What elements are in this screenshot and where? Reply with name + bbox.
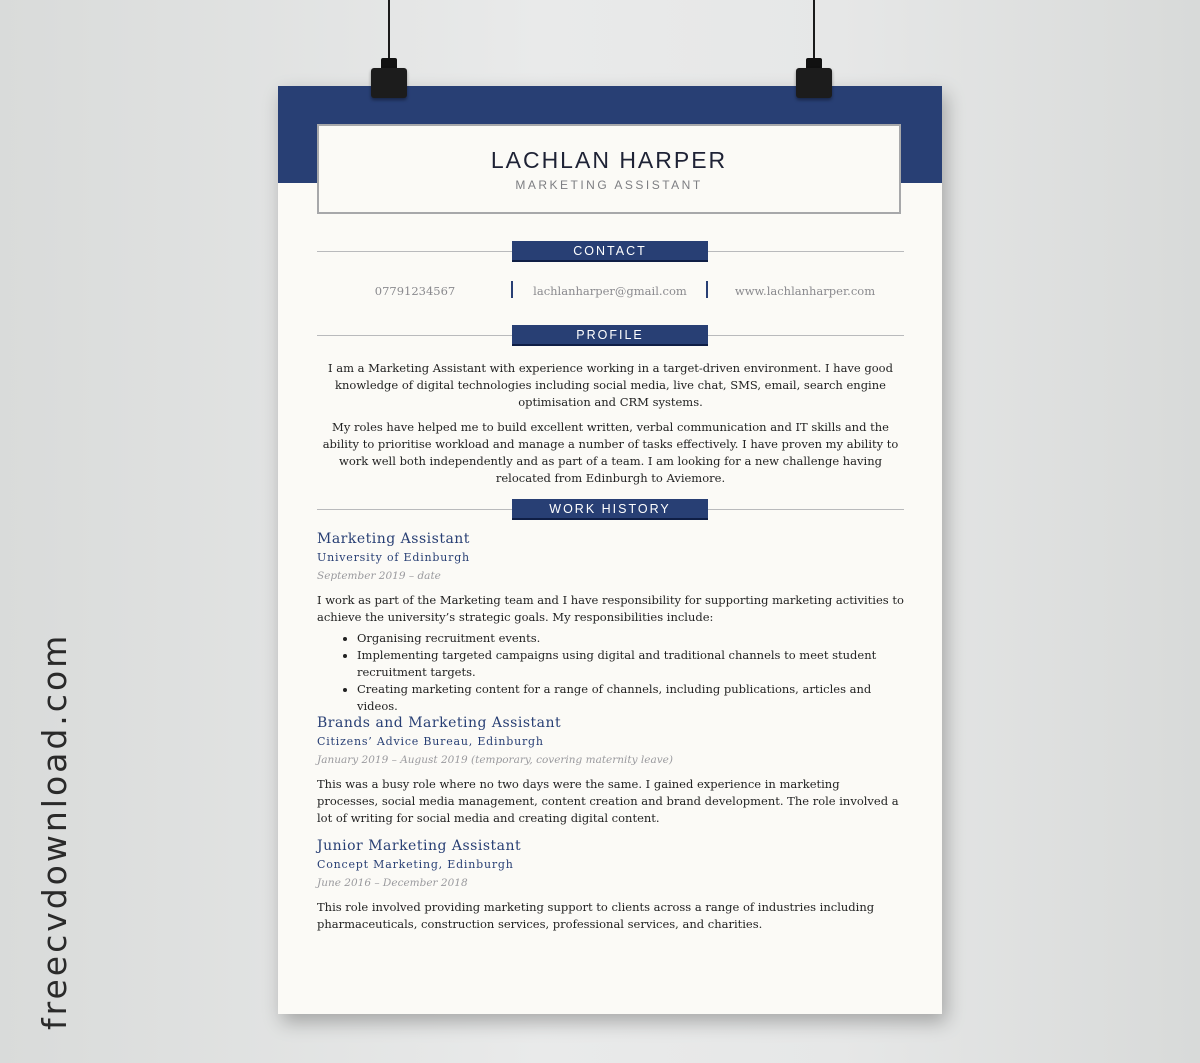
hanging-wire-right (813, 0, 815, 62)
job-entry (317, 714, 904, 827)
section-heading-contact: CONTACT (512, 241, 708, 262)
contact-separator (706, 281, 708, 298)
job-dates: January 2019 – August 2019 (temporary, covering maternity leave) (317, 754, 673, 766)
binder-clip-right (796, 58, 832, 98)
job-description: This was a busy role where no two days were the same. I gained experience in marketing processes, social media management, content creation and brand development. The role involved a lot of writing for social media and creating digital content. (317, 777, 899, 825)
profile-summary (317, 360, 904, 495)
name-box (317, 124, 901, 214)
job-description-text: I work as part of the Marketing team and I have responsibility for supporting marketing activities to achieve the university’s strategic goals. My responsibilities include: (317, 593, 904, 624)
job-title: Brands and Marketing Assistant (317, 715, 562, 731)
section-heading-profile: PROFILE (512, 325, 708, 346)
job-title: Junior Marketing Assistant (317, 838, 522, 854)
job-description (317, 592, 904, 715)
job-description: This role involved providing marketing support to clients across a range of industries including pharmaceuticals, construction services, professional services, and charities. (317, 900, 875, 931)
job-dates: September 2019 – date (317, 570, 441, 582)
candidate-name: LACHLAN HARPER (490, 147, 728, 173)
profile-paragraph: I am a Marketing Assistant with experience working in a target-driven environment. I have good knowledge of digital technologies including social media, live chat, SMS, email, search engine optimisation and CRM systems. (328, 361, 893, 409)
list-item: • Creating marketing content for a range of channels, including publications, articles and videos. (357, 681, 904, 715)
job-dates: June 2016 – December 2018 (317, 877, 468, 889)
list-item: • Implementing targeted campaigns using digital and traditional channels to meet student recruitment targets. (357, 647, 904, 681)
contact-phone: 07791234567 (374, 284, 456, 298)
section-heading-work-history: WORK HISTORY (512, 499, 708, 520)
contact-email: lachlanharper@gmail.com (533, 284, 687, 298)
candidate-title: MARKETING ASSISTANT (515, 178, 703, 192)
job-entry (317, 530, 904, 715)
hanging-wire-left (388, 0, 390, 62)
job-organisation: University of Edinburgh (317, 551, 470, 564)
list-item: • Organising recruitment events. (357, 630, 904, 647)
watermark-text: freecvdownload.com (35, 632, 74, 1030)
profile-paragraph: My roles have helped me to build excellent written, verbal communication and IT skills and the ability to prioritise workload and manage a number of tasks effectively. I have proven my ability to work well both independently and as part of a team. I am looking for a new challenge having relocated from Edinburgh to Aviemore. (322, 420, 899, 485)
job-title: Marketing Assistant (317, 531, 470, 547)
job-entry (317, 837, 904, 933)
binder-clip-left (371, 58, 407, 98)
contact-separator (511, 281, 513, 298)
job-organisation: Concept Marketing, Edinburgh (317, 858, 514, 871)
responsibilities-list (317, 630, 904, 715)
contact-website: www.lachlanharper.com (734, 284, 876, 298)
resume-page (278, 86, 942, 1014)
job-organisation: Citizens’ Advice Bureau, Edinburgh (317, 735, 544, 748)
